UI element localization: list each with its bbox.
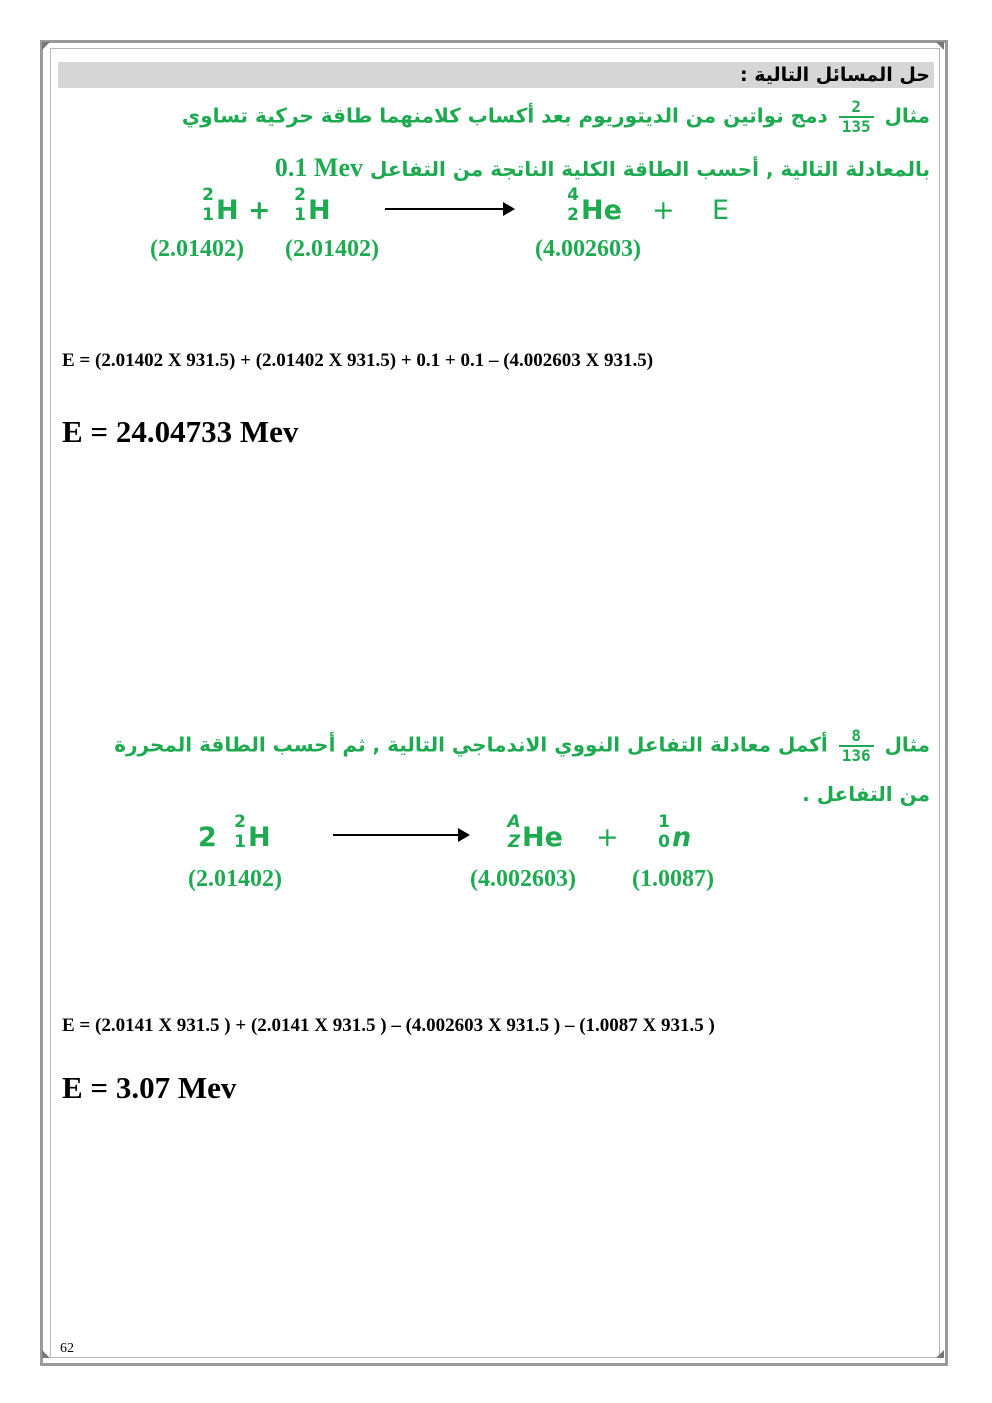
example-number-fraction: $\frac{2}{135}$ [839, 98, 874, 136]
example-label: مثال [884, 732, 930, 757]
mass-reactant-1: (2.01402) [150, 236, 244, 262]
energy-equation: E = (2.01402 X 931.5) + (2.01402 X 931.5) + 0.1 + 0.1 – (4.002603 X 931.5) [62, 350, 654, 371]
mass-product-1: (4.002603) [470, 866, 576, 892]
question-text: دمج نواتين من الديتوريوم بعد أكساب كلامنهما طاقة حركية تساوي [181, 103, 828, 128]
question-text: أكمل معادلة التفاعل النووي الاندماجي التالية , ثم أحسب الطاقة المحررة [114, 732, 828, 757]
mass-product-1: (4.002603) [535, 236, 641, 262]
example2-question-line1 [114, 727, 930, 765]
plus-sign: + [652, 195, 675, 226]
example1-question-line1 [182, 98, 930, 136]
energy-result: E = 3.07 Mev [62, 1070, 237, 1105]
reactant-deuterium-2: 2 1 H [294, 185, 331, 226]
example-number-fraction: $\frac{8}{136}$ [839, 727, 874, 765]
kinetic-energy-value: 0.1 Mev [274, 153, 363, 182]
corner-ornament [42, 1350, 50, 1358]
corner-ornament [936, 1350, 944, 1358]
mass-reactant: (2.01402) [188, 866, 282, 892]
reactant-deuterium-1: 2 1 H + [202, 185, 271, 226]
example-label: مثال [884, 103, 930, 128]
corner-ornament [42, 42, 50, 50]
product-helium: 4 2 He [567, 185, 622, 226]
reaction-arrow [385, 208, 513, 210]
reaction-arrow [333, 834, 468, 836]
plus-sign: + [248, 195, 271, 226]
mass-product-2: (1.0087) [632, 866, 714, 892]
energy-result: E = 24.04733 Mev [62, 414, 299, 449]
example1-question-line2 [275, 153, 930, 183]
product-helium: A Z He [507, 812, 563, 853]
reactant-coefficient: 2 [198, 822, 217, 853]
product-neutron: 1 0 n [658, 812, 692, 853]
corner-ornament [936, 42, 944, 50]
energy-equation: E = (2.0141 X 931.5 ) + (2.0141 X 931.5 ) – (4.002603 X 931.5 ) – (1.0087 X 931.5 ) [62, 1015, 715, 1036]
plus-sign: + [596, 822, 619, 853]
mass-reactant-2: (2.01402) [285, 236, 379, 262]
energy-symbol: E [712, 195, 730, 226]
question-text: بالمعادلة التالية , أحسب الطاقة الكلية الناتجة من التفاعل [369, 157, 930, 181]
example2-question-line2: من التفاعل . [802, 782, 930, 806]
section-title: حل المسائل التالية : [740, 64, 930, 86]
page-number: 62 [60, 1341, 74, 1356]
reactant-deuterium: 2 1 H [234, 812, 271, 853]
